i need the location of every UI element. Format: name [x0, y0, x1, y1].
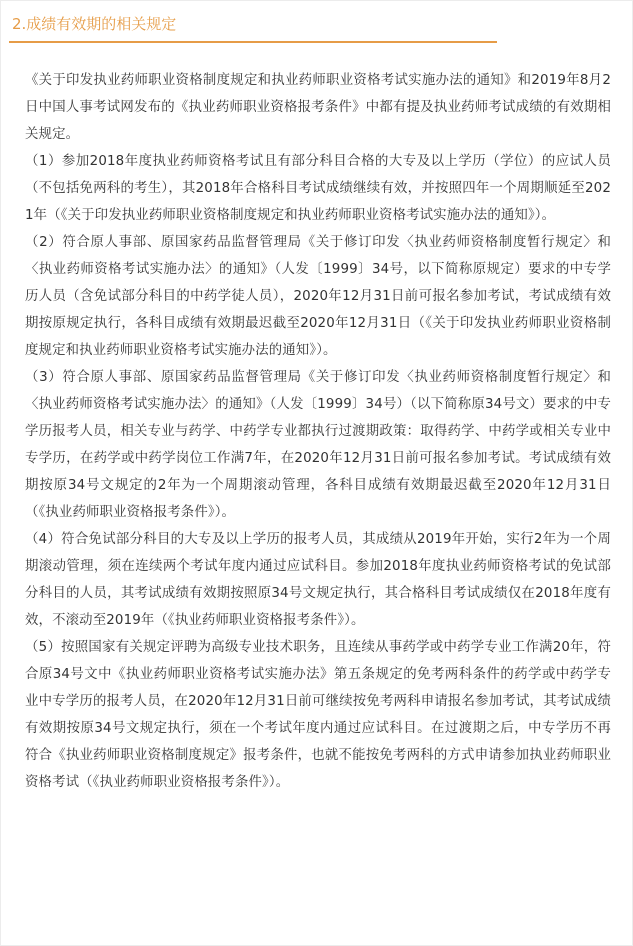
- intro-paragraph: 《关于印发执业药师职业资格制度规定和执业药师职业资格考试实施办法的通知》和2019年8月2日中国人事考试网发布的《执业药师职业资格报考条件》中都有提及执业药师考试成绩的有效期相关规定。: [25, 73, 611, 142]
- rule-paragraph-3: （3）符合原人事部、原国家药品监督管理局《关于修订印发〈执业药师资格制度暂行规定〉和〈执业药师资格考试实施办法〉的通知》（人发〔1999〕34号）（以下简称原34号文）要求的中专学历报考人员，相关专业与药学、中药学专业都执行过渡期政策：取得药学、中药学或相关专业中专学历，在药学或中药学岗位工作满7年，在2020年12月31日前可报名参加考试。考试成绩有效期按原34号文规定的2年为一个周期滚动管理，各科目成绩有效期最迟截至2020年12月31日（《执业药师职业资格报考条件》）。: [25, 370, 611, 520]
- rule-paragraph-2: （2）符合原人事部、原国家药品监督管理局《关于修订印发〈执业药师资格制度暂行规定〉和〈执业药师资格考试实施办法〉的通知》（人发〔1999〕34号，以下简称原规定）要求的中专学历人员（含免试部分科目的中药学徒人员），2020年12月31日前可报名参加考试，考试成绩有效期按原规定执行，各科目成绩有效期最迟截至2020年12月31日（《关于印发执业药师职业资格制度规定和执业药师职业资格考试实施办法的通知》）。: [25, 235, 611, 358]
- article-body: [25, 67, 611, 796]
- rule-paragraph-4: （4）符合免试部分科目的大专及以上学历的报考人员，其成绩从2019年开始，实行2年为一个周期滚动管理，须在连续两个考试年度内通过应试科目。参加2018年度执业药师资格考试的免试部分科目的人员，其考试成绩有效期按照原34号文规定执行，其合格科目考试成绩仅在2018年度有效，不滚动至2019年（《执业药师职业资格报考条件》）。: [25, 532, 611, 628]
- rule-paragraph-5: （5）按照国家有关规定评聘为高级专业技术职务，且连续从事药学或中药学专业工作满20年，符合原34号文中《执业药师职业资格考试实施办法》第五条规定的免考两科条件的药学或中药学专业中专学历的报考人员，在2020年12月31日前可继续按免考两科申请报名参加考试，其考试成绩有效期按原34号文规定执行，须在一个考试年度内通过应试科目。在过渡期之后，中专学历不再符合《执业药师职业资格制度规定》报考条件，也就不能按免考两科的方式申请参加执业药师职业资格考试（《执业药师职业资格报考条件》）。: [25, 640, 611, 790]
- section-header: [9, 9, 497, 43]
- section-title: 2.成绩有效期的相关规定: [12, 15, 177, 33]
- rule-paragraph-1: （1）参加2018年度执业药师资格考试且有部分科目合格的大专及以上学历（学位）的应试人员（不包括免两科的考生），其2018年合格科目考试成绩继续有效，并按照四年一个周期顺延至2021年（《关于印发执业药师职业资格制度规定和执业药师职业资格考试实施办法的通知》）。: [25, 154, 611, 223]
